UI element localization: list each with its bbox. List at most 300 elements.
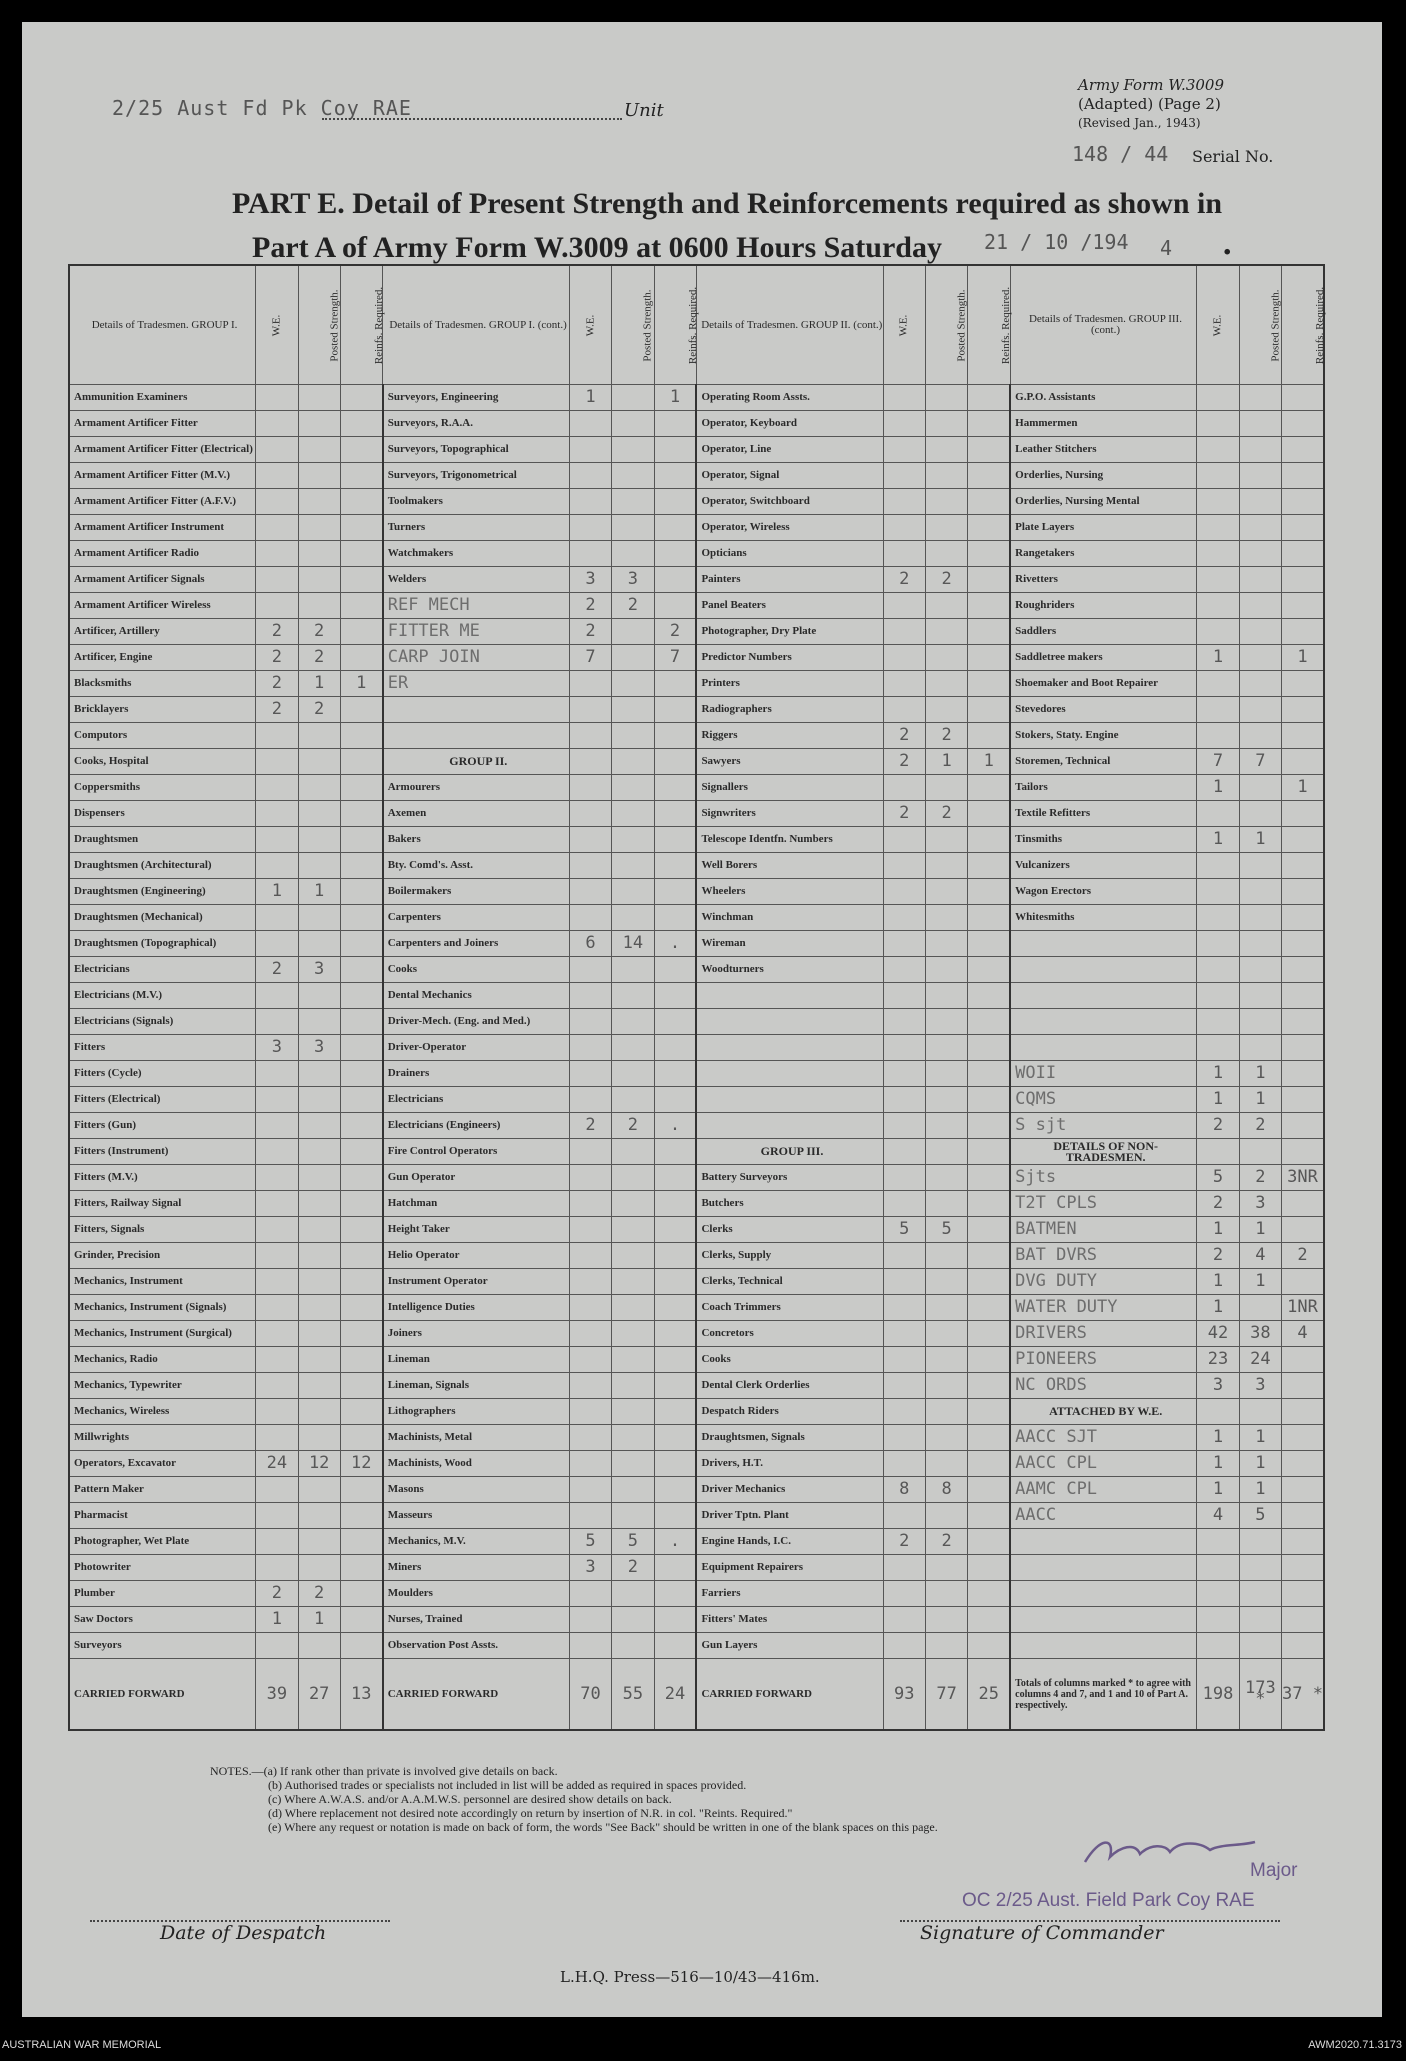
- reinfs-value: [968, 697, 1010, 723]
- posted-value: [298, 1425, 340, 1451]
- reinfs-total: 25: [968, 1659, 1010, 1731]
- we-value: 2: [1197, 1191, 1239, 1217]
- reinfs-value: 2: [654, 619, 696, 645]
- trade-name: [383, 723, 570, 749]
- trade-name: Woodturners: [696, 957, 883, 983]
- reinfs-value: 1: [1282, 645, 1324, 671]
- trade-name: Ammunition Examiners: [69, 385, 256, 411]
- table-row: [69, 1269, 1324, 1295]
- reinfs-value: [340, 1477, 382, 1503]
- we-value: [883, 1269, 925, 1295]
- we-value: [1197, 697, 1239, 723]
- posted-value: 2: [612, 593, 654, 619]
- table-row: [69, 1399, 1324, 1425]
- note-b: (b) Authorised trades or specialists not included in list will be added as required in spaces provided.: [268, 1778, 747, 1792]
- reinfs-value: [968, 1503, 1010, 1529]
- posted-value: [925, 1607, 967, 1633]
- we-value: [569, 1581, 611, 1607]
- posted-value: [612, 983, 654, 1009]
- we-value: [883, 1113, 925, 1139]
- posted-value: [1239, 463, 1281, 489]
- posted-value: [1239, 619, 1281, 645]
- trade-name: CARP JOIN: [383, 645, 570, 671]
- posted-value: [1239, 645, 1281, 671]
- we-value: [569, 775, 611, 801]
- reinfs-value: 2: [1282, 1243, 1324, 1269]
- table-row: [69, 1477, 1324, 1503]
- reinfs-value: [968, 645, 1010, 671]
- posted-value: [612, 879, 654, 905]
- col-we: W.E.: [256, 265, 298, 385]
- trade-name: Electricians (M.V.): [69, 983, 256, 1009]
- reinfs-value: [654, 749, 696, 775]
- reinfs-value: 12: [340, 1451, 382, 1477]
- trade-name: Pharmacist: [69, 1503, 256, 1529]
- reinfs-value: [654, 1295, 696, 1321]
- reinfs-value: [968, 1399, 1010, 1425]
- we-value: 2: [256, 619, 298, 645]
- trade-name: AACC: [1010, 1503, 1197, 1529]
- trade-name: ER: [383, 671, 570, 697]
- reinfs-value: [1282, 723, 1324, 749]
- trade-name: Operator, Line: [696, 437, 883, 463]
- posted-value: [612, 1087, 654, 1113]
- posted-value: [612, 801, 654, 827]
- posted-value: [1239, 905, 1281, 931]
- table-row: [69, 1633, 1324, 1659]
- trade-name: Cooks: [696, 1347, 883, 1373]
- posted-value: [612, 541, 654, 567]
- we-value: [569, 697, 611, 723]
- reinfs-value: [968, 905, 1010, 931]
- we-value: 2: [256, 645, 298, 671]
- we-value: [569, 671, 611, 697]
- carried-forward-row: [69, 1659, 1324, 1731]
- we-value: [569, 1139, 611, 1165]
- we-value: 1: [1197, 1269, 1239, 1295]
- reinfs-value: [340, 749, 382, 775]
- trade-name: Rangetakers: [1010, 541, 1197, 567]
- trade-name: REF MECH: [383, 593, 570, 619]
- we-value: [1197, 541, 1239, 567]
- reinfs-value: [654, 1451, 696, 1477]
- reinfs-value: [654, 1555, 696, 1581]
- we-value: 3: [256, 1035, 298, 1061]
- reinfs-value: [340, 1607, 382, 1633]
- reinfs-value: [1282, 1399, 1324, 1425]
- trade-name: Saddletree makers: [1010, 645, 1197, 671]
- reinfs-value: [654, 1269, 696, 1295]
- reinfs-value: [1282, 1009, 1324, 1035]
- reinfs-value: [340, 515, 382, 541]
- posted-value: 1: [1239, 1425, 1281, 1451]
- posted-value: [925, 1113, 967, 1139]
- we-value: 4: [1197, 1503, 1239, 1529]
- reinfs-value: [968, 515, 1010, 541]
- posted-value: [925, 619, 967, 645]
- trade-name: Draughtsmen (Architectural): [69, 853, 256, 879]
- we-value: [256, 1373, 298, 1399]
- posted-value: 2: [925, 567, 967, 593]
- posted-value: [925, 853, 967, 879]
- posted-value: [612, 1373, 654, 1399]
- posted-value: 2: [298, 697, 340, 723]
- we-value: [883, 515, 925, 541]
- reinfs-value: [654, 1477, 696, 1503]
- reinfs-value: [968, 931, 1010, 957]
- posted-value: 2: [1239, 1113, 1281, 1139]
- table-row: [69, 1347, 1324, 1373]
- trade-name: Miners: [383, 1555, 570, 1581]
- trade-name: DVG DUTY: [1010, 1269, 1197, 1295]
- we-value: [883, 437, 925, 463]
- reinfs-value: [968, 1035, 1010, 1061]
- reinfs-value: [340, 489, 382, 515]
- trade-name: Shoemaker and Boot Repairer: [1010, 671, 1197, 697]
- reinfs-value: [1282, 1477, 1324, 1503]
- serial-value: 148 / 44: [1072, 142, 1169, 166]
- posted-value: [612, 1061, 654, 1087]
- table-row: [69, 645, 1324, 671]
- posted-value: [925, 541, 967, 567]
- we-value: [569, 983, 611, 1009]
- trade-name: PIONEERS: [1010, 1347, 1197, 1373]
- posted-value: [612, 1477, 654, 1503]
- trade-name: Storemen, Technical: [1010, 749, 1197, 775]
- posted-value: [298, 463, 340, 489]
- we-value: [256, 1113, 298, 1139]
- trade-name: Whitesmiths: [1010, 905, 1197, 931]
- posted-value: [1239, 1399, 1281, 1425]
- reinfs-value: [340, 723, 382, 749]
- reinfs-value: [340, 697, 382, 723]
- posted-value: [298, 775, 340, 801]
- trade-name: Fitters, Signals: [69, 1217, 256, 1243]
- trade-name: Tailors: [1010, 775, 1197, 801]
- reinfs-value: [1282, 801, 1324, 827]
- posted-value: [1239, 1607, 1281, 1633]
- reinfs-total: 37 *: [1282, 1659, 1324, 1731]
- posted-value: 2: [1239, 1165, 1281, 1191]
- we-value: [883, 1165, 925, 1191]
- we-value: 2: [1197, 1113, 1239, 1139]
- we-value: 1: [1197, 1425, 1239, 1451]
- we-value: [569, 489, 611, 515]
- trade-name: Battery Surveyors: [696, 1165, 883, 1191]
- posted-value: 8: [925, 1477, 967, 1503]
- we-value: 6: [569, 931, 611, 957]
- trade-name: Electricians: [383, 1087, 570, 1113]
- reinfs-value: [1282, 983, 1324, 1009]
- we-value: [569, 1477, 611, 1503]
- we-value: [883, 1581, 925, 1607]
- reinfs-value: [340, 1113, 382, 1139]
- reinfs-value: [654, 1373, 696, 1399]
- trade-name: Surveyors, Trigonometrical: [383, 463, 570, 489]
- reinfs-value: [340, 1581, 382, 1607]
- reinfs-value: [968, 463, 1010, 489]
- trade-name: Gun Operator: [383, 1165, 570, 1191]
- posted-value: [612, 1139, 654, 1165]
- trade-name: Carpenters: [383, 905, 570, 931]
- trade-name: Hatchman: [383, 1191, 570, 1217]
- we-value: 2: [256, 1581, 298, 1607]
- we-value: [883, 1555, 925, 1581]
- trade-name: [383, 697, 570, 723]
- posted-value: 5: [925, 1217, 967, 1243]
- posted-value: [298, 1347, 340, 1373]
- trade-name: [1010, 931, 1197, 957]
- table-row: [69, 1217, 1324, 1243]
- we-value: [1197, 723, 1239, 749]
- trade-name: Operators, Excavator: [69, 1451, 256, 1477]
- trade-name: [696, 1009, 883, 1035]
- reinfs-value: [654, 1503, 696, 1529]
- reinfs-value: [1282, 1269, 1324, 1295]
- trade-name: Draughtsmen: [69, 827, 256, 853]
- trade-name: Orderlies, Nursing: [1010, 463, 1197, 489]
- trade-name: Sjts: [1010, 1165, 1197, 1191]
- table-row: [69, 1191, 1324, 1217]
- reinfs-value: [340, 619, 382, 645]
- we-value: [569, 1165, 611, 1191]
- posted-value: [612, 1295, 654, 1321]
- reinfs-value: [1282, 671, 1324, 697]
- posted-value: 3: [298, 957, 340, 983]
- posted-value: 3: [612, 567, 654, 593]
- posted-value: [925, 411, 967, 437]
- we-value: [256, 749, 298, 775]
- posted-value: [298, 541, 340, 567]
- reinfs-value: [968, 1373, 1010, 1399]
- posted-value: [925, 1347, 967, 1373]
- trade-name: Toolmakers: [383, 489, 570, 515]
- we-value: [256, 905, 298, 931]
- we-value: [883, 1607, 925, 1633]
- posted-value: [612, 437, 654, 463]
- table-row: [69, 1035, 1324, 1061]
- reinfs-value: [340, 1217, 382, 1243]
- posted-value: 1: [298, 671, 340, 697]
- posted-value: [925, 931, 967, 957]
- we-value: [1197, 879, 1239, 905]
- reinfs-value: [654, 1425, 696, 1451]
- posted-value: [298, 1113, 340, 1139]
- col-details-group-1: Details of Tradesmen. GROUP I.: [69, 265, 256, 385]
- reinfs-value: [1282, 1529, 1324, 1555]
- reinfs-value: 4: [1282, 1321, 1324, 1347]
- we-value: [1197, 463, 1239, 489]
- we-value: [883, 697, 925, 723]
- we-value: [569, 1373, 611, 1399]
- reinfs-value: [654, 671, 696, 697]
- we-value: [1197, 905, 1239, 931]
- we-value: 7: [569, 645, 611, 671]
- we-value: [883, 1321, 925, 1347]
- we-value: [256, 775, 298, 801]
- reinfs-value: [340, 437, 382, 463]
- trade-name: Armament Artificer Wireless: [69, 593, 256, 619]
- date-period: .: [1222, 227, 1233, 262]
- reinfs-value: [968, 1165, 1010, 1191]
- trade-name: Saw Doctors: [69, 1607, 256, 1633]
- posted-value: [612, 411, 654, 437]
- reinfs-value: 1: [340, 671, 382, 697]
- reinfs-value: [654, 1321, 696, 1347]
- we-value: [569, 879, 611, 905]
- we-value: 2: [883, 567, 925, 593]
- posted-value: [612, 1035, 654, 1061]
- posted-value: [298, 749, 340, 775]
- we-value: [883, 619, 925, 645]
- trade-name: [1010, 983, 1197, 1009]
- posted-value: [1239, 983, 1281, 1009]
- we-value: [256, 1139, 298, 1165]
- posted-value: [298, 1269, 340, 1295]
- reinfs-value: [1282, 879, 1324, 905]
- reinfs-value: [340, 1399, 382, 1425]
- we-value: [256, 463, 298, 489]
- reinfs-value: .: [654, 1529, 696, 1555]
- posted-value: [925, 697, 967, 723]
- reinfs-value: [968, 1087, 1010, 1113]
- posted-value: [612, 463, 654, 489]
- we-value: [256, 541, 298, 567]
- table-row: [69, 957, 1324, 983]
- we-value: [256, 411, 298, 437]
- posted-value: [612, 1347, 654, 1373]
- we-value: 1: [1197, 775, 1239, 801]
- note-a: NOTES.—(a) If rank other than private is involved give details on back.: [210, 1764, 558, 1778]
- posted-value: [1239, 957, 1281, 983]
- table-row: [69, 385, 1324, 411]
- we-value: [883, 1373, 925, 1399]
- we-value: 24: [256, 1451, 298, 1477]
- reinfs-value: [968, 1113, 1010, 1139]
- posted-value: [1239, 1009, 1281, 1035]
- reinfs-value: [654, 905, 696, 931]
- posted-value: 1: [298, 879, 340, 905]
- posted-value: [925, 1061, 967, 1087]
- posted-value: [612, 489, 654, 515]
- posted-value: 1: [925, 749, 967, 775]
- trade-name: Electricians (Signals): [69, 1009, 256, 1035]
- trade-name: Bty. Comd's. Asst.: [383, 853, 570, 879]
- reinfs-value: [654, 437, 696, 463]
- trade-name: Armament Artificer Signals: [69, 567, 256, 593]
- we-value: [256, 1503, 298, 1529]
- trade-name: Clerks, Supply: [696, 1243, 883, 1269]
- table-row: [69, 905, 1324, 931]
- we-value: 8: [883, 1477, 925, 1503]
- trade-name: Engine Hands, I.C.: [696, 1529, 883, 1555]
- table-row: [69, 1529, 1324, 1555]
- posted-value: [1239, 593, 1281, 619]
- reinfs-value: [654, 1607, 696, 1633]
- we-value: [256, 515, 298, 541]
- trade-name: Mechanics, Instrument: [69, 1269, 256, 1295]
- form-id-block: [1078, 76, 1224, 133]
- table-row: [69, 567, 1324, 593]
- we-value: [569, 1243, 611, 1269]
- reinfs-value: [340, 1061, 382, 1087]
- trade-name: S sjt: [1010, 1113, 1197, 1139]
- reinfs-value: [1282, 1061, 1324, 1087]
- trade-name: Cooks, Hospital: [69, 749, 256, 775]
- we-value: 23: [1197, 1347, 1239, 1373]
- posted-value: [1239, 723, 1281, 749]
- we-value: [883, 931, 925, 957]
- header-row: [69, 265, 1324, 385]
- posted-value: 3: [1239, 1373, 1281, 1399]
- trade-name: Dental Mechanics: [383, 983, 570, 1009]
- trade-name: AACC CPL: [1010, 1451, 1197, 1477]
- trade-name: Roughriders: [1010, 593, 1197, 619]
- we-value: 1: [1197, 1217, 1239, 1243]
- reinfs-value: [968, 671, 1010, 697]
- reinfs-value: [1282, 463, 1324, 489]
- trade-name: [1010, 1009, 1197, 1035]
- posted-value: [612, 671, 654, 697]
- we-value: [569, 827, 611, 853]
- we-value: [569, 1451, 611, 1477]
- col-reinfs: Reinfs. Required.: [340, 265, 382, 385]
- we-value: [569, 1633, 611, 1659]
- reinfs-value: [968, 1295, 1010, 1321]
- trade-name: Equipment Repairers: [696, 1555, 883, 1581]
- posted-value: [612, 1321, 654, 1347]
- trade-name: Plumber: [69, 1581, 256, 1607]
- trade-name: Armament Artificer Fitter (M.V.): [69, 463, 256, 489]
- reinfs-value: [1282, 1607, 1324, 1633]
- posted-value: [298, 1477, 340, 1503]
- we-value: [569, 411, 611, 437]
- we-value: [256, 1165, 298, 1191]
- we-value: 3: [569, 1555, 611, 1581]
- posted-value: [1239, 697, 1281, 723]
- we-value: [883, 1399, 925, 1425]
- trade-name: Painters: [696, 567, 883, 593]
- unit-value: 2/25 Aust Fd Pk Coy RAE: [112, 96, 412, 120]
- we-value: [883, 1191, 925, 1217]
- trade-name: Masons: [383, 1477, 570, 1503]
- we-value: [256, 931, 298, 957]
- trade-name: DETAILS OF NON-TRADESMEN.: [1010, 1139, 1197, 1165]
- trade-name: CQMS: [1010, 1087, 1197, 1113]
- trade-name: Leather Stitchers: [1010, 437, 1197, 463]
- we-value: [883, 1451, 925, 1477]
- trade-name: Draughtsmen (Topographical): [69, 931, 256, 957]
- trade-name: Height Taker: [383, 1217, 570, 1243]
- posted-value: 2: [612, 1113, 654, 1139]
- posted-value: 2: [298, 645, 340, 671]
- trade-name: Electricians (Engineers): [383, 1113, 570, 1139]
- we-value: [883, 671, 925, 697]
- trade-name: Driver Tptn. Plant: [696, 1503, 883, 1529]
- note-c: (c) Where A.W.A.S. and/or A.A.M.W.S. personnel are desired show details on back.: [268, 1792, 672, 1806]
- trade-name: NC ORDS: [1010, 1373, 1197, 1399]
- posted-value: [1239, 931, 1281, 957]
- posted-value: 2: [925, 723, 967, 749]
- table-row: [69, 1607, 1324, 1633]
- trade-name: GROUP II.: [383, 749, 570, 775]
- we-value: 1: [1197, 645, 1239, 671]
- reinfs-value: .: [654, 931, 696, 957]
- trade-name: Lineman: [383, 1347, 570, 1373]
- we-value: [1197, 801, 1239, 827]
- posted-value: [925, 957, 967, 983]
- reinfs-value: [968, 1139, 1010, 1165]
